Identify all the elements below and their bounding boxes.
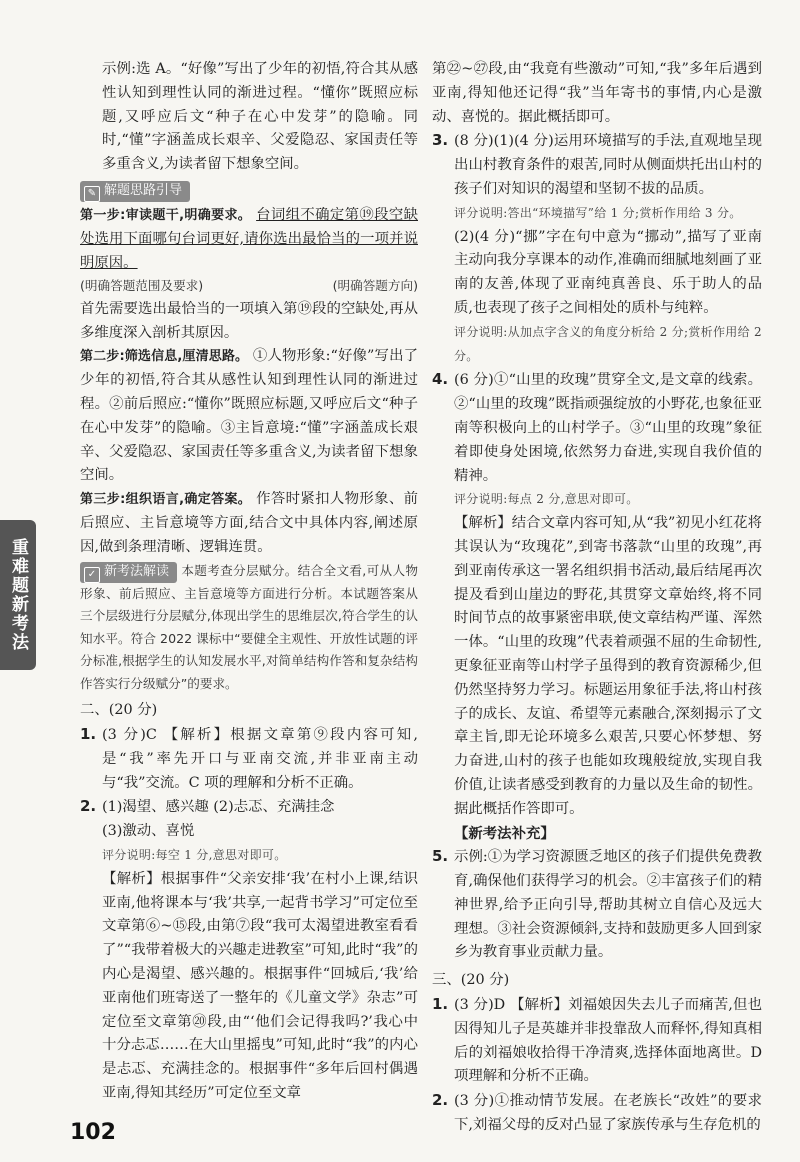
q2-num: 2. — [80, 797, 97, 816]
step2 — [80, 345, 418, 488]
q5-num: 5. — [432, 847, 449, 866]
side-tab[interactable]: 重难题新考法 — [0, 520, 36, 670]
q4 — [432, 368, 762, 488]
step1-notes — [80, 275, 418, 298]
page-number: 102 — [70, 1120, 116, 1145]
q4-note: 评分说明:每点 2 分,意思对即可。 — [454, 492, 639, 507]
left-column — [80, 58, 418, 1106]
q3-text: (8 分)(1)(4 分)运用环境描写的手法,直观地呈现出山村教育条件的艰苦,同时从侧面烘托出山村的孩子们对知识的渴望和坚韧不拔的品质。 — [454, 133, 762, 197]
answer-example: 示例:选 A。“好像”写出了少年的初悟,符合其从感性认知到理性认同的渐进过程。“懂你”既照应标题,又呼应后文“种子在心中发芽”的隐喻。同时,“懂”字涵盖成长艰辛、父爱隐忍、家国责任等多重含义,为读者留下想象空间。 — [102, 61, 418, 173]
guide-label — [80, 181, 190, 202]
q4-analysis: 【解析】结合文章内容可知,从“我”初见小红花将其误认为“玫瑰花”,到寄书落款“山里的玫瑰”,再到亚南传承这一署名组织捐书活动,最后结尾再次提及看到山崖边的野花,其贯穿文章始终,将不同时间节点的故事紧密串联,使文章结构严谨、浑然一体。“山里的玫瑰”代表着顽强不屈的生命韧性,更象征亚南等山村学子虽得到的教育资源稀少,但仍然坚持努力学习。标题运用象征手法,将山村孩子的成长、友谊、希望等元素融合,深刻揭示了文章主旨,即无论环境多么艰苦,只要心怀梦想、努力奋进,山村的孩子也能如玫瑰般绽放,实现自我价值,让读者感受到教育的力量以及生命的韧性。据此概括作答即可。 — [454, 515, 762, 817]
r1 — [432, 993, 762, 1089]
guide-label-text: 解题思路引导 — [104, 182, 183, 198]
q1 — [80, 723, 418, 795]
section-2-title: 二、(20 分) — [80, 702, 158, 719]
section-3-title: 三、(20 分) — [432, 972, 510, 989]
q2-note: 评分说明:每空 1 分,意思对即可。 — [102, 847, 287, 862]
q2-continued: 第㉒~㉗段,由“我竟有些激动”可知,“我”多年后遇到亚南,得知他还记得“我”当年寄书的事情,内心是激动、喜悦的。据此概括即可。 — [432, 61, 762, 125]
q5 — [432, 845, 762, 965]
step1-tag: 第一步:审读题干,明确要求。 — [80, 207, 252, 223]
step3 — [80, 488, 418, 559]
step1-text: 台词组不确定第⑲段空缺处选用下面哪句台词更好,请你选出最恰当的一项并说明原因。 — [80, 206, 418, 271]
supplement-label: 【新考法补充】 — [454, 824, 555, 842]
right-column — [432, 58, 762, 1138]
q3-num: 3. — [432, 131, 449, 150]
q3-text2: (2)(4 分)“挪”字在句中意为“挪动”,描写了亚南主动向我分享课本的动作,准确而细腻地刻画了亚南的友善,体现了亚南纯真善良、乐于助人的品质,也表现了孩子之间相处的质朴与纯粹。 — [454, 228, 762, 316]
q5-text: 示例:①为学习资源匮乏地区的孩子们提供免费教育,确保他们获得学习的机会。②丰富孩子们的精神世界,给予正向引导,帮助其树立自信心及远大理想。③社会资源倾斜,支持和鼓励更多人回到家乡为教育事业贡献力量。 — [454, 849, 762, 961]
r2 — [432, 1089, 762, 1138]
new-exam-text: 本题考查分层赋分。结合全文看,可从人物形象、前后照应、主旨意境等方面进行分析。本试题答案从三个层级进行分层赋分,体现出学生的思维层次,符合学生的认知水平。符合 2022 课标中“要健全主观性、开放性试题的评分标准,根据学生的认知发展水平,对简单结构作答和复杂结构作答实行分级赋分”的要求。 — [80, 562, 418, 691]
q2-text: (1)渴望、感兴趣 (2)忐忑、充满挂念 — [102, 799, 335, 816]
q2-analysis: 【解析】根据事件“父亲安排‘我’在村小上课,结识亚南,他将课本与‘我’共享,一起背书学习”可定位至文章第⑥~⑮段,由第⑦段“我可太渴望进教室看看了”“我带着极大的兴趣走进教室”可知,此时“我”的内心是渴望、感兴趣的。根据事件“回城后,‘我’给亚南他们班寄送了一整年的《儿童文学》杂志”可定位至文章第⑳段,由“‘他们会记得我吗?’我心中十分忐忑……在大山里摇曳”可知,此时“我”的内心是忐忑、充满挂念的。根据事件“多年后回村偶遇亚南,得知其经历”可定位至文章 — [102, 870, 418, 1101]
step3-text: 作答时紧扣人物形象、前后照应、主旨意境等方面,结合文中具体内容,阐述原因,做到条理清晰、逻辑连贯。 — [80, 491, 418, 555]
step1-note-a: (明确答题范围及要求) — [80, 278, 204, 294]
q2-text2: (3)激动、喜悦 — [102, 823, 195, 840]
step2-tag: 第二步:筛选信息,厘清思路。 — [80, 349, 249, 365]
new-exam — [80, 560, 418, 696]
q3 — [432, 129, 762, 201]
step1-note-b: (明确答题方向) — [332, 278, 418, 294]
q2 — [80, 795, 418, 820]
step2-text: ①人物形象:“好像”写出了少年的初悟,符合其从感性认知到理性认同的渐进过程。②前后照应:“懂你”既照应标题,又呼应后文“种子在心中发芽”的隐喻。③主旨意境:“懂”字涵盖成长艰辛、父爱隐忍、家国责任等多重含义,为读者留下想象空间。 — [80, 348, 418, 484]
r2-text: (3 分)①推动情节发展。在老族长“改姓”的要求下,刘福父母的反对凸显了家族传承与生存危机的 — [454, 1093, 762, 1134]
step1-text2: 首先需要选出最恰当的一项填入第⑲段的空缺处,再从多维度深入剖析其原因。 — [80, 300, 418, 341]
q1-num: 1. — [80, 724, 97, 743]
edit-icon: ✎ — [84, 186, 100, 202]
magnifier-icon: ✓ — [84, 567, 100, 583]
r1-text: (3 分)D 【解析】刘福娘因失去儿子而痛苦,但也因得知儿子是英雄并非投靠敌人而释怀,得知真相后的刘福娘收拾得干净清爽,选择体面地离世。D 项理解和分析不正确。 — [454, 997, 762, 1085]
step3-tag: 第三步:组织语言,确定答案。 — [80, 492, 252, 508]
q4-text: (6 分)①“山里的玫瑰”贯穿全文,是文章的线索。②“山里的玫瑰”既指顽强绽放的小野花,也象征亚南等积极向上的山村学子。③“山里的玫瑰”象征着即使身处困境,依然努力奋进,实现自我价值的精神。 — [454, 372, 762, 484]
r1-num: 1. — [432, 995, 449, 1014]
step1 — [80, 204, 418, 275]
new-exam-label — [80, 562, 177, 583]
q3-note1: 评分说明:答出“环境描写”给 1 分;赏析作用给 3 分。 — [454, 205, 742, 220]
r2-num: 2. — [432, 1091, 449, 1110]
q4-num: 4. — [432, 370, 449, 389]
new-exam-label-text: 新考法解读 — [104, 563, 170, 579]
q3-note2: 评分说明:从加点字含义的角度分析给 2 分;赏析作用给 2 分。 — [454, 324, 762, 363]
q1-text: (3 分)C 【解析】根据文章第⑨段内容可知,是“我”率先开口与亚南交流,并非亚南主动与“我”交流。C 项的理解和分析不正确。 — [102, 726, 418, 791]
